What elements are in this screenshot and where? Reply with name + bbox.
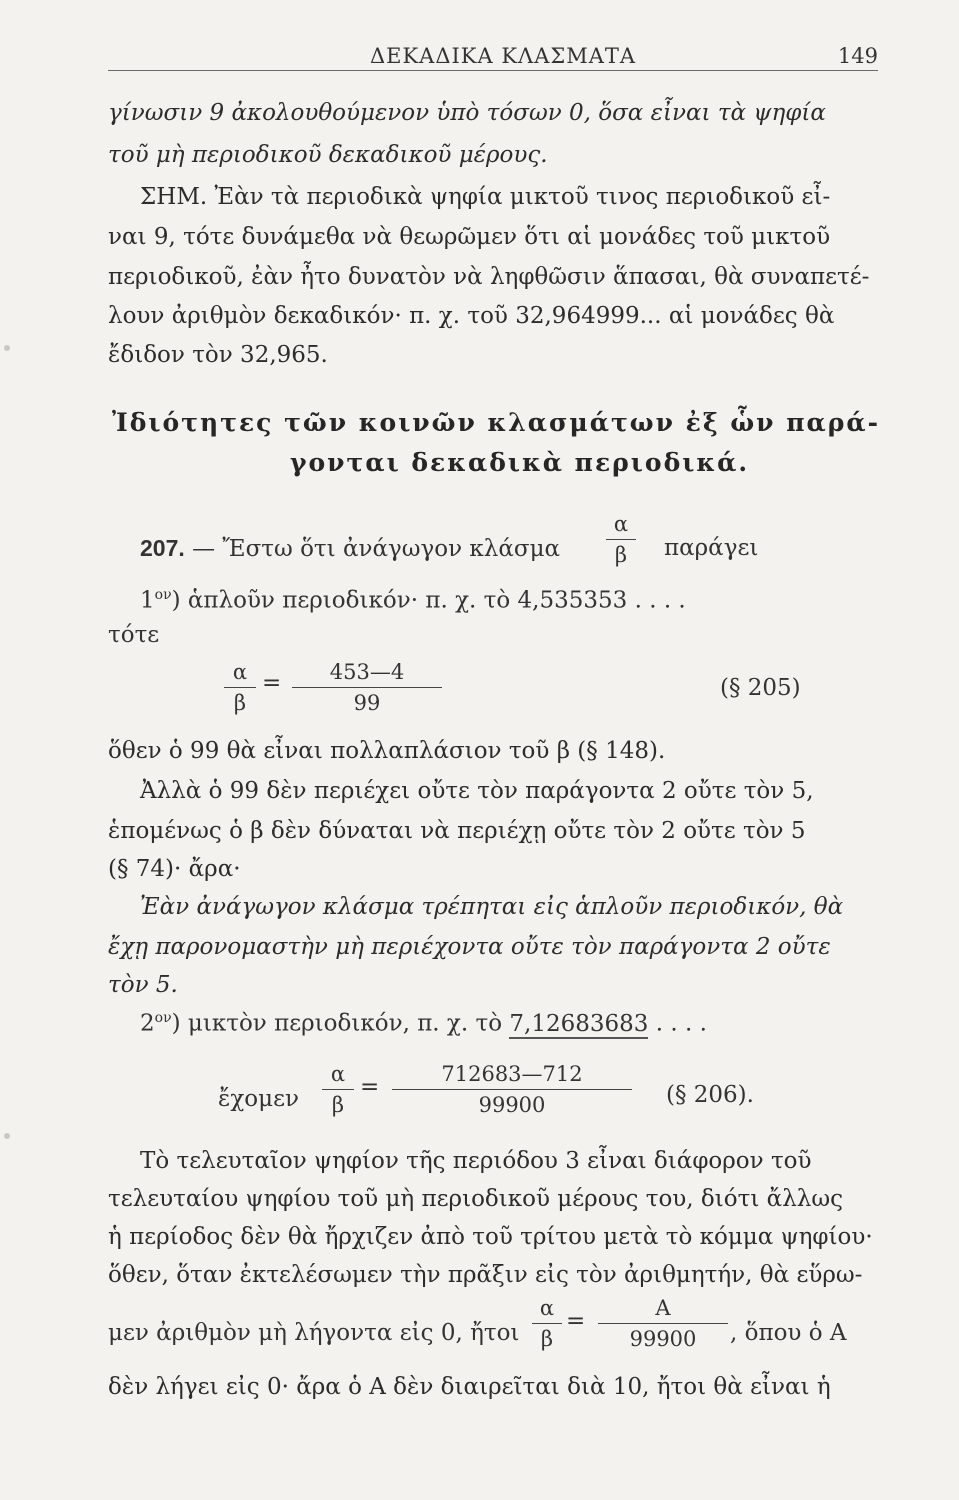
fraction-denominator: 99 — [353, 691, 381, 715]
text-line: λουν ἀριθμὸν δεκαδικόν· π. χ. τοῦ 32,964999... αἱ μονάδες θὰ — [108, 303, 835, 329]
text-line: ὅθεν ὁ 99 θὰ εἶναι πολλαπλάσιον τοῦ β (§ 148). — [108, 738, 666, 764]
text-line: ἑπομένως ὁ β δὲν δύναται νὰ περιέχῃ οὔτε τὸν 2 οὔτε τὸν 5 — [108, 818, 806, 844]
text-line: τοῦ μὴ περιοδικοῦ δεκαδικοῦ μέρους. — [108, 142, 548, 168]
text-line: ὅθεν, ὅταν ἐκτελέσωμεν τὴν πρᾶξιν εἰς τὸν ἀριθμητήν, θὰ εὕρω- — [108, 1262, 863, 1288]
fraction-A-over-99900 — [598, 1296, 728, 1351]
fraction-bar — [532, 1323, 562, 1324]
fraction-denominator: 99900 — [629, 1327, 697, 1351]
section-heading: Ἰδιότητες τῶν κοινῶν κλασμάτων ἐξ ὧν παρά- — [112, 408, 880, 437]
section-heading: γονται δεκαδικὰ περιοδικά. — [290, 448, 750, 477]
fraction-alpha-beta — [532, 1296, 562, 1351]
case-2 — [140, 1010, 707, 1037]
fraction-numerator: α — [613, 512, 629, 536]
fraction-numerator: α — [330, 1062, 346, 1086]
text-line: (§ 74)· ἄρα· — [108, 856, 241, 882]
page-number: 149 — [837, 44, 878, 68]
section-207 — [140, 535, 560, 562]
ellipsis: . . . . — [655, 1010, 707, 1037]
fraction-numerator: A — [655, 1296, 671, 1320]
text-line: ) μικτὸν περιοδικόν, π. χ. τὸ — [171, 1010, 503, 1037]
text-line: ναι 9, τότε δυνάμεθα νὰ θεωρῶμεν ὅτι αἱ μονάδες τοῦ μικτοῦ — [108, 224, 831, 250]
text-line: ἔχομεν — [218, 1086, 299, 1112]
section-number: 207. — [140, 535, 185, 561]
case-superscript: ον — [154, 587, 172, 603]
fraction-bar — [224, 687, 256, 688]
text-line: ΣΗΜ. Ἐὰν τὰ περιοδικὰ ψηφία μικτοῦ τινος περιοδικοῦ εἶ- — [140, 184, 831, 210]
equals-sign: = — [566, 1308, 586, 1334]
rule-text: τὸν 5. — [108, 972, 178, 998]
case-1 — [140, 587, 686, 614]
text-line: ἔδιδον τὸν 32,965. — [108, 342, 328, 368]
text-line: — Ἔστω ὅτι ἀνάγωγον κλάσμα — [192, 536, 561, 562]
fraction-numerator: 712683—712 — [441, 1062, 583, 1086]
case-superscript: ον — [154, 1010, 172, 1026]
reference: (§ 206). — [666, 1082, 754, 1108]
fraction-numerator: 453—4 — [329, 660, 405, 684]
text-line: περιοδικοῦ, ἐὰν ἦτο δυνατὸν νὰ ληφθῶσιν ἅπασαι, θὰ συναπετέ- — [108, 264, 870, 290]
fraction-denominator: β — [614, 543, 628, 567]
fraction-alpha-beta — [606, 512, 636, 567]
fraction-453-4-over-99 — [292, 660, 442, 715]
equals-sign: = — [360, 1074, 380, 1100]
margin-speck — [4, 345, 10, 351]
text-line: , ὅπου ὁ A — [730, 1320, 847, 1346]
text-line: δὲν λήγει εἰς 0· ἄρα ὁ A δὲν διαιρεῖται διὰ 10, ἤτοι θὰ εἶναι ἡ — [108, 1374, 831, 1400]
rule-text: Ἐὰν ἀνάγωγον κλάσμα τρέπηται εἰς ἁπλοῦν περιοδικόν, θὰ — [140, 894, 844, 920]
fraction-bar — [598, 1323, 728, 1324]
text-line: Τὸ τελευταῖον ψηφίον τῆς περιόδου 3 εἶναι διάφορον τοῦ — [140, 1148, 812, 1174]
fraction-denominator: β — [540, 1327, 554, 1351]
page-header — [108, 38, 878, 71]
reference: (§ 205) — [720, 675, 801, 701]
fraction-bar — [392, 1089, 632, 1090]
rule-text: ἔχῃ παρονομαστὴν μὴ περιέχοντα οὔτε τὸν παράγοντα 2 οὔτε — [108, 934, 831, 960]
underlined-value: 7,12683683 — [509, 1010, 649, 1037]
text-line: τελευταίου ψηφίου τοῦ μὴ περιοδικοῦ μέρους του, διότι ἄλλως — [108, 1186, 843, 1212]
fraction-numerator: α — [232, 660, 248, 684]
fraction-712683-712-over-99900 — [392, 1062, 632, 1117]
fraction-alpha-beta — [224, 660, 256, 715]
text-line: γίνωσιν 9 ἀκολουθούμενον ὑπὸ τόσων 0, ὅσα εἶναι τὰ ψηφία — [108, 100, 826, 126]
fraction-bar — [606, 539, 636, 540]
case-number: 1 — [140, 587, 155, 614]
fraction-bar — [322, 1089, 354, 1090]
text-line: παράγει — [664, 535, 759, 561]
text-line: ἡ περίοδος δὲν θὰ ἤρχιζεν ἀπὸ τοῦ τρίτου μετὰ τὸ κόμμα ψηφίου· — [108, 1224, 873, 1250]
text-line: ) ἁπλοῦν περιοδικόν· π. χ. τὸ 4,535353 . . . . — [171, 587, 686, 614]
fraction-bar — [292, 687, 442, 688]
fraction-denominator: 99900 — [478, 1093, 546, 1117]
fraction-numerator: α — [539, 1296, 555, 1320]
fraction-denominator: β — [331, 1093, 345, 1117]
case-number: 2 — [140, 1010, 155, 1037]
text-line: Ἀλλὰ ὁ 99 δὲν περιέχει οὔτε τὸν παράγοντα 2 οὔτε τὸν 5, — [140, 778, 814, 804]
text-line: τότε — [108, 622, 160, 648]
margin-speck — [4, 1133, 10, 1139]
fraction-alpha-beta — [322, 1062, 354, 1117]
running-title: ΔΕΚΑΔΙΚΑ ΚΛΑΣΜΑΤΑ — [370, 44, 637, 68]
text-line: μεν ἀριθμὸν μὴ λήγοντα εἰς 0, ἤτοι — [108, 1320, 520, 1346]
equals-sign: = — [262, 670, 282, 696]
fraction-denominator: β — [233, 691, 247, 715]
